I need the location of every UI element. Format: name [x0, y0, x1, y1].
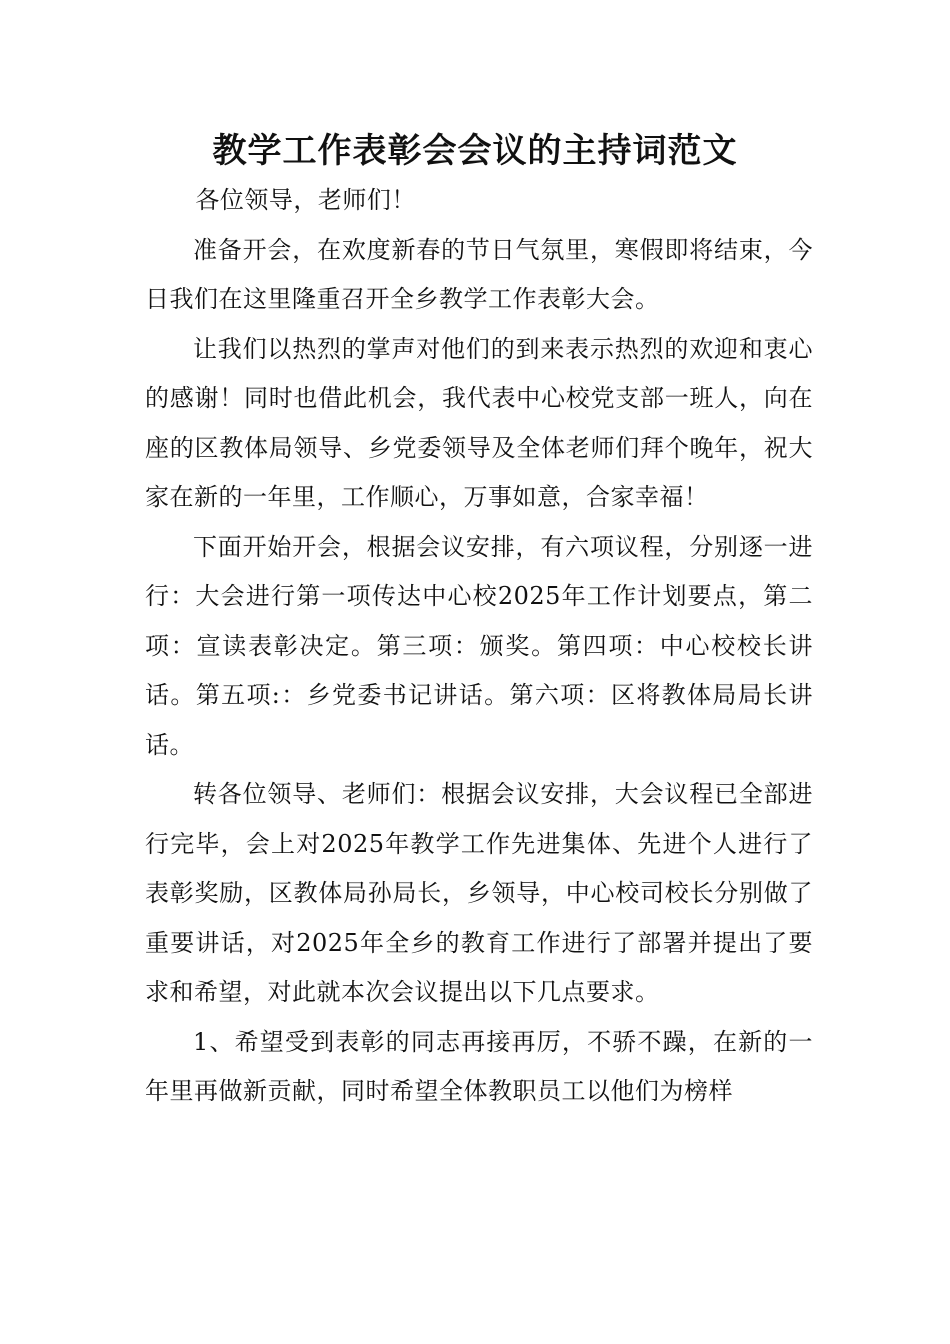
paragraph-requirement-1: 1、希望受到表彰的同志再接再厉，不骄不躁，在新的一年里再做新贡献，同时希望全体教职员工以他们为榜样	[145, 1027, 813, 1105]
document-body	[145, 176, 813, 1117]
paragraph-summary: 转各位领导、老师们：根据会议安排，大会议程已全部进行完毕，会上对2025年教学工作先进集体、先进个人进行了表彰奖励，区教体局孙局长，乡领导，中心校司校长分别做了重要讲话，对2025年全乡的教育工作进行了部署并提出了要求和希望，对此就本次会议提出以下几点要求。	[145, 780, 813, 1006]
paragraph-opening: 准备开会，在欢度新春的节日气氛里，寒假即将结束，今日我们在这里隆重召开全乡教学工作表彰大会。	[145, 235, 813, 313]
paragraph-salutation: 各位领导，老师们！	[195, 186, 416, 214]
paragraph-welcome: 让我们以热烈的掌声对他们的到来表示热烈的欢迎和衷心的感谢！同时也借此机会，我代表中心校党支部一班人，向在座的区教体局领导、乡党委领导及全体老师们拜个晚年，祝大家在新的一年里，工作顺心，万事如意，合家幸福！	[145, 334, 813, 511]
document-title: 教学工作表彰会会议的主持词范文	[212, 131, 738, 171]
paragraph-agenda: 下面开始开会，根据会议安排，有六项议程，分别逐一进行：大会进行第一项传达中心校2025年工作计划要点，第二项：宣读表彰决定。第三项：颁奖。第四项：中心校校长讲话。第五项:：乡党委书记讲话。第六项：区将教体局局长讲话。	[145, 532, 813, 759]
